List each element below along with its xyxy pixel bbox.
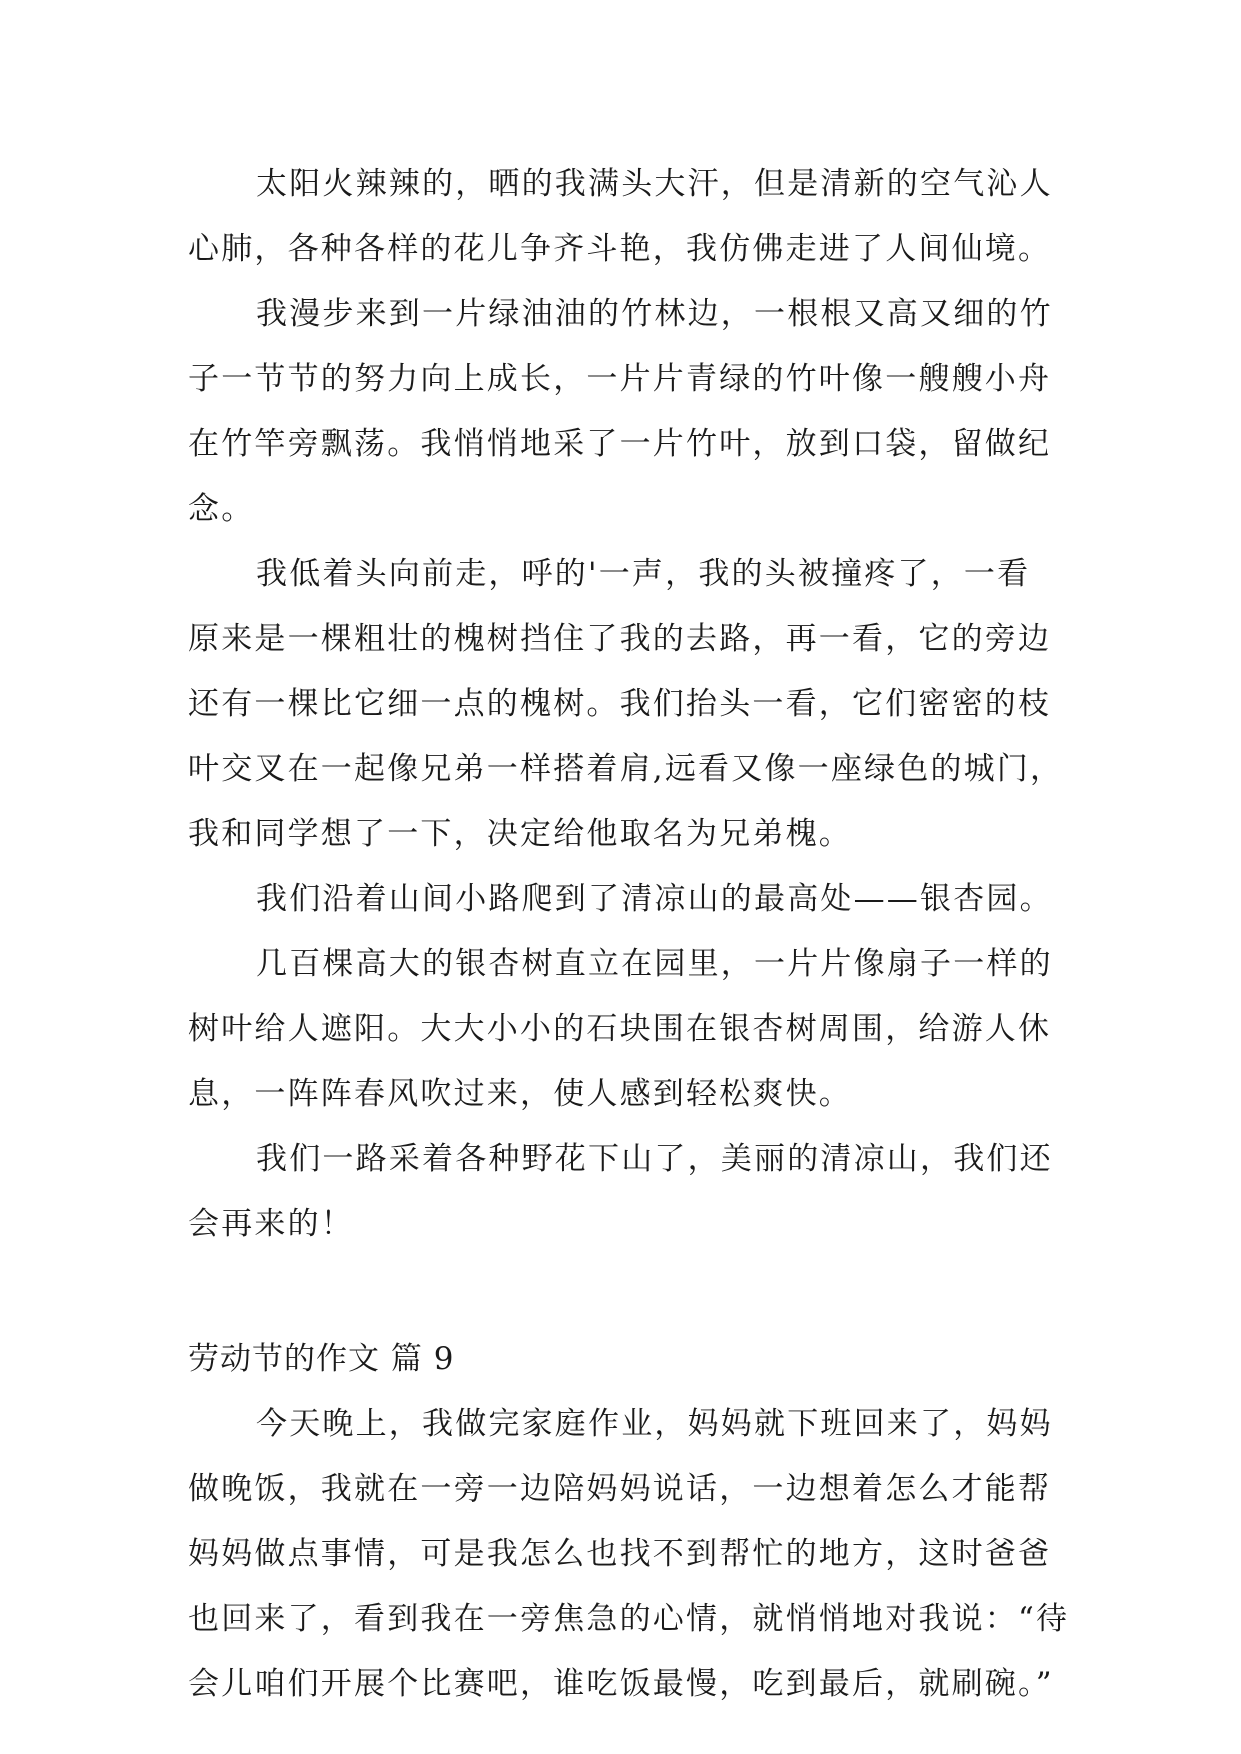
text-line: 还有一棵比它细一点的槐树。我们抬头一看，它们密密的枝 [188,686,1052,722]
text-line: 念。 [188,491,255,527]
document-page [188,152,1068,1717]
paragraph [188,542,1068,867]
text-line: 我低着头向前走，呼的'一声，我的头被撞疼了，一看 [256,556,1031,592]
text-line: 会儿咱们开展个比赛吧，谁吃饭最慢，吃到最后，就刷碗。” [188,1666,1054,1702]
text-line: 在竹竿旁飘荡。我悄悄地采了一片竹叶，放到口袋，留做纪 [188,426,1052,462]
text-line: 我们一路采着各种野花下山了，美丽的清凉山，我们还 [256,1141,1053,1177]
text-line: 妈妈做点事情，可是我怎么也找不到帮忙的地方，这时爸爸 [188,1536,1052,1572]
text-line: 子一节节的努力向上成长，一片片青绿的竹叶像一艘艘小舟 [188,361,1052,397]
paragraph [188,932,1068,1127]
paragraph [188,1392,1068,1717]
text-line: 息，一阵阵春风吹过来，使人感到轻松爽快。 [188,1076,852,1112]
text-line: 心肺，各种各样的花儿争齐斗艳，我仿佛走进了人间仙境。 [188,231,1052,267]
text-line: 原来是一棵粗壮的槐树挡住了我的去路，再一看，它的旁边 [188,621,1052,657]
text-line: 叶交叉在一起像兄弟一样搭着肩,远看又像一座绿色的城门， [188,751,1064,787]
paragraph [188,1127,1068,1257]
text-line: 做晚饭，我就在一旁一边陪妈妈说话，一边想着怎么才能帮 [188,1471,1052,1507]
text-line: 我漫步来到一片绿油油的竹林边，一根根又高又细的竹 [256,296,1053,332]
text-line: 太阳火辣辣的，晒的我满头大汗，但是清新的空气沁人 [256,166,1053,202]
text-line: 也回来了，看到我在一旁焦急的心情，就悄悄地对我说：“待 [188,1601,1070,1637]
text-line: 几百棵高大的银杏树直立在园里，一片片像扇子一样的 [256,946,1053,982]
paragraph [188,282,1068,542]
paragraph [188,867,1068,932]
section-spacer [188,1257,1068,1327]
paragraph [188,152,1068,282]
text-line: 今天晚上，我做完家庭作业，妈妈就下班回来了，妈妈 [256,1406,1053,1442]
section-heading: 劳动节的作文 篇 9 [188,1341,455,1377]
text-line: 我和同学想了一下，决定给他取名为兄弟槐。 [188,816,852,852]
text-line: 树叶给人遮阳。大大小小的石块围在银杏树周围，给游人休 [188,1011,1052,1047]
text-line: 我们沿着山间小路爬到了清凉山的最高处——银杏园。 [256,881,1053,917]
text-line: 会再来的！ [188,1206,354,1242]
